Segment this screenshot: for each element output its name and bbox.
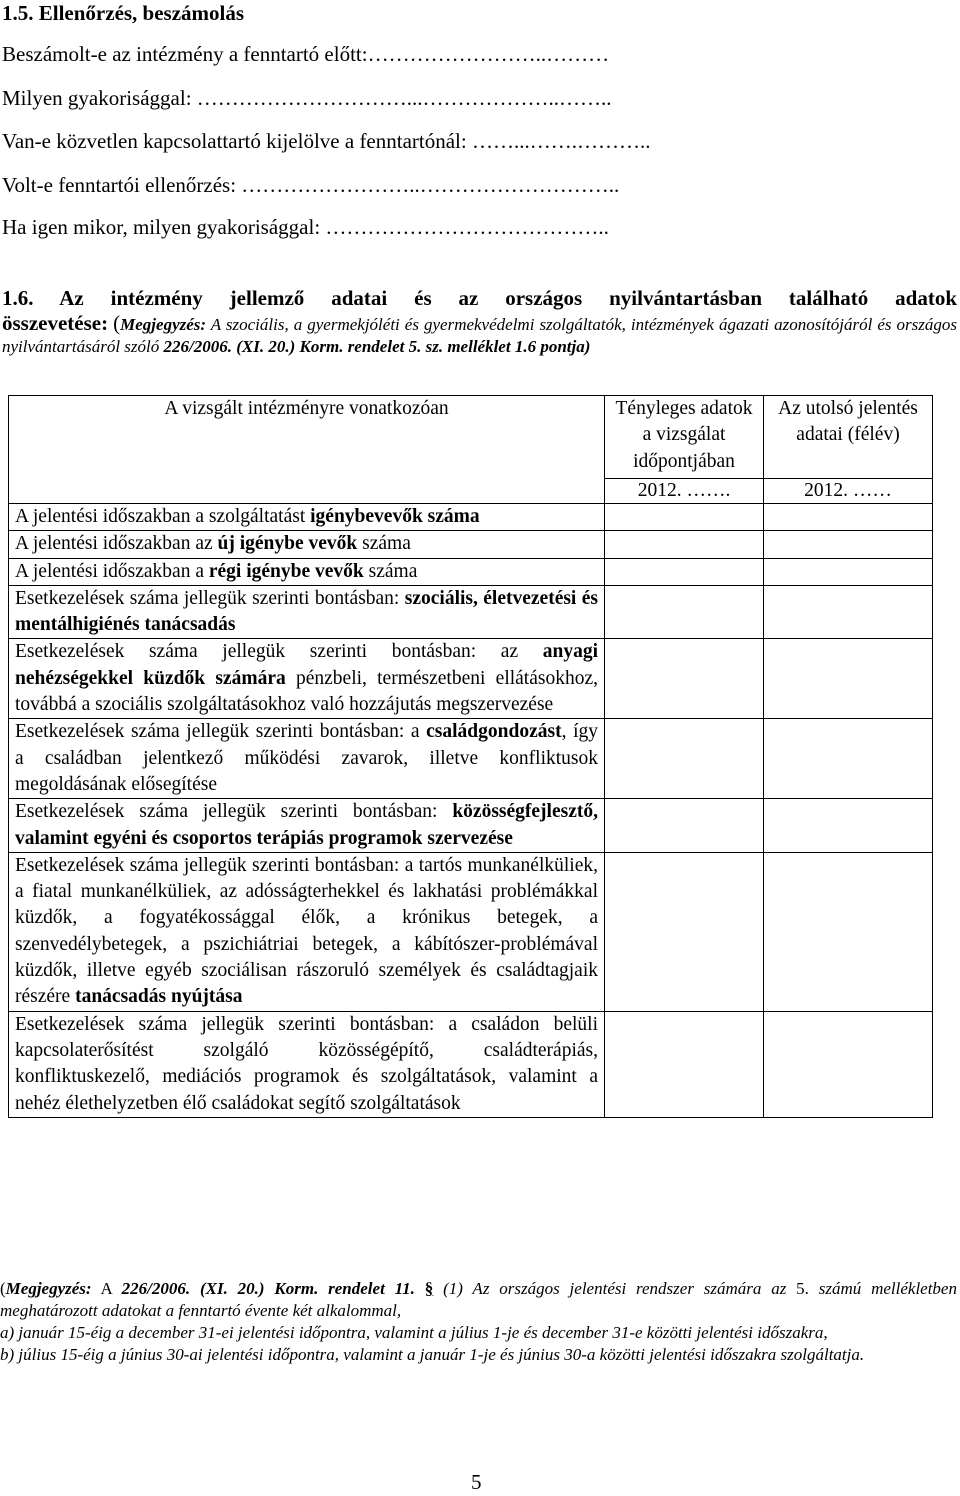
header-last-report: Az utolsó jelentés adatai (félév): [764, 396, 933, 479]
cell-actual-value[interactable]: [605, 531, 764, 558]
cell-report-value[interactable]: [764, 558, 933, 585]
cell-actual-value[interactable]: [605, 558, 764, 585]
row-label: Esetkezelések száma jellegük szerinti bontásban: közösségfejlesztő, valamint egyéni és csoportos terápiás programok szervezése: [9, 799, 605, 853]
question-contact-person: Van-e közvetlen kapcsolattartó kijelölve a fenntartónál: ……...…….………..: [2, 129, 651, 153]
year-last-report: 2012. ……: [764, 479, 933, 504]
year-actual: 2012. …….: [605, 479, 764, 504]
heading-continuation: összevetése:: [2, 311, 109, 335]
section-heading-1-6: 1.6. Az intézmény jellemző adatai és az országos nyilvántartásban található adatok: [2, 286, 957, 310]
note-reference: 226/2006. (XI. 20.) Korm. rendelet 5. sz. melléklet 1.6 pontja): [163, 337, 591, 356]
row-label: Esetkezelések száma jellegük szerinti bontásban: a családon belüli kapcsolaterősítést szolgáló közösségépítő, családterápiás, konfliktuskezelő, mediációs programok és szolgáltatások, valamint a nehéz élethelyzetben élő családokat segítő szolgáltatások: [9, 1011, 605, 1117]
footnote-item-a: a) január 15-éig a december 31-ei jelentési időpontra, valamint a július 1-je és december 31-e közötti jelentési időszakra,: [0, 1323, 828, 1342]
cell-actual-value[interactable]: [605, 585, 764, 639]
cell-report-value[interactable]: [764, 1011, 933, 1117]
cell-report-value[interactable]: [764, 799, 933, 853]
question-reported: Beszámolt-e az intézmény a fenntartó előtt:……………………..………: [2, 42, 610, 66]
section-1-6-note: [2, 312, 957, 358]
table-row: [9, 719, 933, 799]
cell-actual-value[interactable]: [605, 719, 764, 799]
cell-actual-value[interactable]: [605, 504, 764, 531]
header-actual-data: Tényleges adatok a vizsgálat időpontjában: [605, 396, 764, 479]
section-heading-1-5: 1.5. Ellenőrzés, beszámolás: [2, 1, 245, 25]
table-row: [9, 558, 933, 585]
row-label: A jelentési időszakban a szolgáltatást igénybevevők száma: [9, 504, 605, 531]
table-row: [9, 1011, 933, 1117]
table-row: [9, 852, 933, 1011]
header-institution: A vizsgált intézményre vonatkozóan: [9, 396, 605, 504]
cell-actual-value[interactable]: [605, 1011, 764, 1117]
note-paren: (: [113, 311, 121, 335]
page-number: 5: [471, 1470, 482, 1494]
cell-report-value[interactable]: [764, 852, 933, 1011]
question-when-how-often: Ha igen mikor, milyen gyakorisággal: …………………………………..: [2, 215, 609, 239]
footnote: [0, 1278, 957, 1366]
table-row: [9, 531, 933, 558]
row-label: A jelentési időszakban a régi igénybe vevők száma: [9, 558, 605, 585]
cell-actual-value[interactable]: [605, 639, 764, 719]
row-label: Esetkezelések száma jellegük szerinti bontásban: a tartós munkanélküliek, a fiatal munkanélküliek, az adósságterhekkel és lakhatási problémákkal küzdők, a fogyatékossággal élők, a krónikus betegek, a szenvedélybetegek, a pszichiátriai betegek, a kábítószer-problémával küzdők, illetve egyéb szociálisan rászoruló személyek és családtagjaik részére tanácsadás nyújtása: [9, 852, 605, 1011]
table-row: [9, 504, 933, 531]
table-row: [9, 639, 933, 719]
cell-actual-value[interactable]: [605, 799, 764, 853]
comparison-table: [8, 395, 933, 1118]
cell-actual-value[interactable]: [605, 852, 764, 1011]
cell-report-value[interactable]: [764, 504, 933, 531]
table-header-row: [9, 396, 933, 479]
row-label: Esetkezelések száma jellegük szerinti bontásban: szociális, életvezetési és mentálhigiénés tanácsadás: [9, 585, 605, 639]
row-label: Esetkezelések száma jellegük szerinti bontásban: az anyagi nehézségekkel küzdők számára pénzbeli, természetbeni ellátásokhoz, továbbá a szociális szolgáltatásokhoz való hozzájutás megszervezése: [9, 639, 605, 719]
footnote-item-b: b) július 15-éig a június 30-ai jelentési időpontra, valamint a január 1-je és június 30-a közötti jelentési időszakra szolgáltatja.: [0, 1345, 865, 1364]
cell-report-value[interactable]: [764, 639, 933, 719]
table-row: [9, 799, 933, 853]
table-row: [9, 585, 933, 639]
note-label: Megjegyzés:: [120, 315, 207, 334]
footnote-intro: (Megjegyzés: A 226/2006. (XI. 20.) Korm. rendelet 11. § (1) Az országos jelentési rendszer számára az 5. számú mellékletben meghatározott adatokat a fenntartó évente két alkalommal,: [0, 1279, 957, 1320]
row-label: A jelentési időszakban az új igénybe vevők száma: [9, 531, 605, 558]
question-frequency: Milyen gyakorisággal: …………………………...………………..……..: [2, 86, 612, 110]
section-1-6: [2, 285, 957, 358]
cell-report-value[interactable]: [764, 585, 933, 639]
cell-report-value[interactable]: [764, 531, 933, 558]
row-label: Esetkezelések száma jellegük szerinti bontásban: a családgondozást, így a családban jelentkező működési zavarok, illetve konfliktusok megoldásának elősegítése: [9, 719, 605, 799]
note-text: A szociális, a gyermekjóléti és gyermekvédelmi szolgáltatók, intézmények ágazati azonosítójáról és országos nyilvántartásáról szóló: [2, 315, 957, 356]
cell-report-value[interactable]: [764, 719, 933, 799]
question-inspection: Volt-e fenntartói ellenőrzés: ……………………..………………………..: [2, 173, 620, 197]
